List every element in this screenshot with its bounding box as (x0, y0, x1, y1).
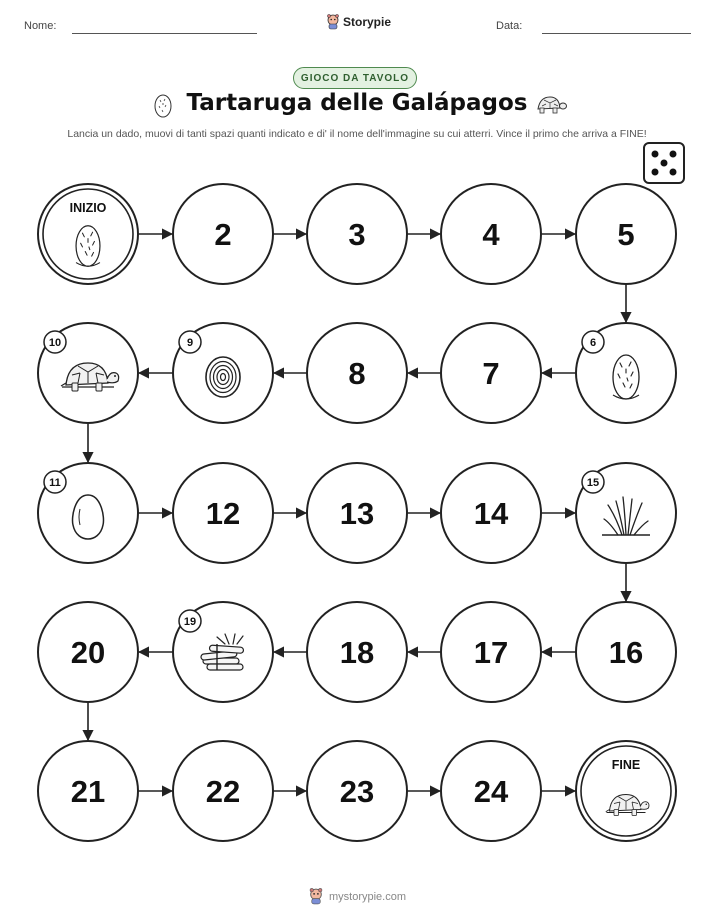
board-space-19 (173, 602, 273, 702)
board-space-9 (173, 323, 273, 423)
board-space-20 (38, 602, 138, 702)
space-number-badge: 15 (586, 477, 600, 489)
space-number: 22 (205, 774, 241, 809)
footer (308, 888, 406, 905)
board-space-8 (307, 323, 407, 423)
space-number: 8 (348, 356, 366, 391)
space-number-badge: 9 (186, 337, 194, 349)
space-number-badge: 6 (589, 337, 597, 349)
space-number: 20 (70, 635, 106, 670)
board-space-3 (307, 184, 407, 284)
space-number: 16 (608, 635, 644, 670)
dice-icon (642, 141, 686, 185)
cactus-icon (76, 226, 100, 266)
space-number: 13 (339, 496, 375, 531)
space-number: 2 (214, 217, 232, 252)
board-space-17 (441, 602, 541, 702)
space-number: 23 (339, 774, 375, 809)
board-space-15 (576, 463, 676, 563)
board-space-10 (38, 323, 138, 423)
category-badge: GIOCO DA TAVOLO (293, 67, 417, 89)
board-space-7 (441, 323, 541, 423)
board-space-18 (307, 602, 407, 702)
space-number: 18 (339, 635, 375, 670)
space-number: 7 (482, 356, 500, 391)
space-number: 21 (70, 774, 106, 809)
cactus-icon (613, 355, 639, 399)
board-space-21 (38, 741, 138, 841)
egg-icon (73, 495, 104, 539)
board-space-24 (441, 741, 541, 841)
brand-name: Storypie (343, 15, 392, 29)
board-space-6 (576, 323, 676, 423)
space-number: 24 (473, 774, 509, 809)
board-space-22 (173, 741, 273, 841)
board-space-23 (307, 741, 407, 841)
space-number-badge: 19 (183, 616, 197, 628)
date-label: Data: (496, 20, 523, 32)
board-space-14 (441, 463, 541, 563)
start-label: INIZIO (69, 201, 107, 215)
space-number: 17 (473, 635, 509, 670)
board-space-4 (441, 184, 541, 284)
space-number: 3 (348, 217, 366, 252)
finish-label: FINE (611, 758, 641, 772)
finish-space (576, 741, 676, 841)
board-space-13 (307, 463, 407, 563)
space-number: 14 (473, 496, 509, 531)
board-space-2 (173, 184, 273, 284)
board-space-12 (173, 463, 273, 563)
space-number: 4 (482, 217, 500, 252)
name-label: Nome: (24, 20, 57, 32)
space-number-badge: 10 (48, 337, 62, 349)
tree-ring-icon (206, 357, 240, 397)
page-title: Tartaruga delle Galápagos (186, 90, 528, 116)
board-space-5 (576, 184, 676, 284)
mascot-icon (308, 888, 324, 905)
space-number-badge: 11 (49, 477, 61, 489)
board-space-11 (38, 463, 138, 563)
space-number: 12 (205, 496, 241, 531)
board-space-16 (576, 602, 676, 702)
footer-url: mystorypie.com (329, 890, 407, 903)
space-number: 5 (617, 217, 635, 252)
start-space (38, 184, 138, 284)
instructions: Lancia un dado, muovi di tanti spazi quanti indicato e di' il nome dell'immagine su cui atterri. Vince il primo che arriva a FINE! (67, 128, 647, 140)
